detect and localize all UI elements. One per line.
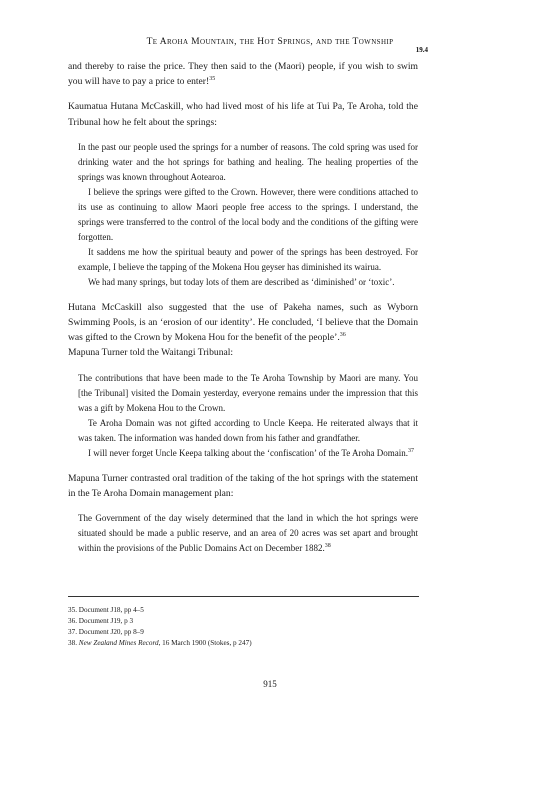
footnote-38	[68, 638, 418, 649]
quote-3-para-1-text: The Government of the day wisely determined that the land in which the hot springs were situated should be made a public reserve, and an area of 20 acres was set apart and brought within the provisions of the Public Domains Act on December 1882.	[78, 513, 418, 554]
paragraph-1-text: and thereby to raise the price. They then said to the (Maori) people, if you wish to swim you will have to pay a price to enter!	[68, 61, 418, 88]
footnote-38-rest: , 16 March 1900 (Stokes, p 247)	[158, 639, 252, 647]
footnote-38-number: 38.	[68, 639, 79, 647]
quote-2-para-1: The contributions that have been made to the Te Aroha Township by Maori are many. You [the Tribunal] visited the Domain yesterday, everyone remains under the impression that this was a gift by Mokena Hou to the Crown.	[78, 372, 418, 413]
quote-1-para-1: In the past our people used the springs for a number of reasons. The cold spring was used for drinking water and the hot springs for bathing and healing. The healing properties of the springs was known throughout Aotearoa.	[78, 141, 418, 182]
footnote-ref-35: 35	[209, 76, 216, 83]
quote-2-para-3-text: I will never forget Uncle Keepa talking about the ‘confiscation’ of the Te Aroha Domain.	[88, 447, 409, 458]
footnote-37: 37. Document J20, pp 8–9	[68, 628, 144, 636]
quote-2-para-3	[78, 446, 418, 461]
page-number: 915	[263, 679, 277, 689]
quote-2-para-2: Te Aroha Domain was not gifted according to Uncle Keepa. He reiterated always that it was taken. The information was handed down from his father and grandfather.	[78, 417, 418, 443]
quote-mccaskill	[68, 140, 418, 290]
quote-turner	[68, 371, 418, 461]
quote-1-para-3: It saddens me how the spiritual beauty and power of the springs has been destroyed. For example, I believe the tapping of the Mokena Hou geyser has diminished its wairua.	[78, 246, 418, 272]
quote-3-para-1	[78, 511, 418, 556]
quote-management-plan	[68, 511, 418, 556]
paragraph-5: Mapuna Turner contrasted oral tradition of the taking of the hot springs with the statement in the Te Aroha Domain management plan:	[68, 472, 418, 499]
paragraph-3	[68, 300, 418, 346]
footnote-38-title: New Zealand Mines Record	[78, 639, 159, 647]
footnote-36: 36. Document J19, p 3	[68, 617, 134, 625]
paragraph-4: Mapuna Turner told the Waitangi Tribunal:	[68, 347, 234, 359]
footnotes	[68, 605, 418, 649]
footnote-ref-36: 36	[339, 332, 346, 339]
quote-1-para-2: I believe the springs were gifted to the Crown. However, there were conditions attached to its use as continuing to allow Maori people free access to the springs. I understand, the springs were transferred to the control of the local body and the conditions of the gifting were forgotten.	[78, 186, 418, 242]
section-number: 19.4	[415, 46, 428, 54]
footnote-ref-37: 37	[408, 447, 415, 454]
paragraph-1	[68, 59, 418, 89]
running-head: Te Aroha Mountain, the Hot Springs, and the Township	[146, 37, 394, 47]
paragraph-2: Kaumatua Hutana McCaskill, who had lived most of his life at Tui Pa, Te Aroha, told the Tribunal how he felt about the springs:	[68, 101, 418, 128]
quote-1-para-4: We had many springs, but today lots of them are described as ‘diminished’ or ‘toxic’.	[88, 276, 395, 287]
footnote-35: 35. Document J18, pp 4–5	[68, 606, 144, 614]
paragraph-3-text: Hutana McCaskill also suggested that the use of Pakeha names, such as Wyborn Swimming Pools, is an ‘erosion of our identity’. He concluded, ‘I believe that the Domain was gifted to the Crown by Mokena Hou for the benefit of the people’.	[68, 301, 418, 344]
footnote-divider	[68, 596, 419, 597]
body-text	[68, 59, 418, 556]
footnote-ref-38: 38	[324, 543, 331, 550]
